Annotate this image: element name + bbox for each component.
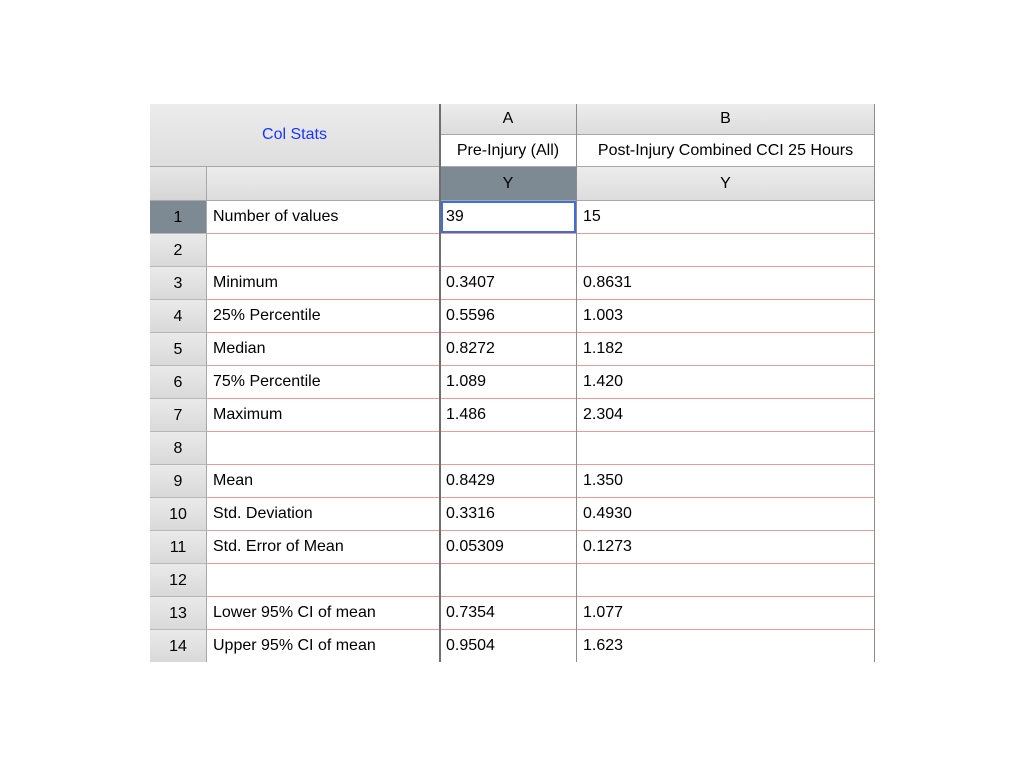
table-right-border: [874, 104, 875, 662]
row-number[interactable]: 2: [150, 234, 207, 267]
subcolumn-header-a[interactable]: Y: [440, 167, 577, 201]
row-number[interactable]: 5: [150, 333, 207, 366]
cell-column-b[interactable]: 1.182: [583, 340, 624, 357]
cell-column-a[interactable]: [446, 564, 571, 596]
row-number[interactable]: 1: [150, 201, 207, 234]
column-divider: [576, 104, 577, 662]
table-title[interactable]: Col Stats: [150, 104, 440, 167]
cell-column-b[interactable]: [583, 432, 868, 464]
cell-column-b[interactable]: 1.420: [583, 373, 624, 390]
cell-column-a[interactable]: 0.3316: [446, 505, 495, 522]
column-header-b[interactable]: B: [577, 104, 875, 135]
row-label-cell[interactable]: Mean: [213, 472, 254, 489]
row-label-cell[interactable]: Lower 95% CI of mean: [213, 604, 376, 621]
cell-column-a[interactable]: [446, 432, 571, 464]
table-row[interactable]: [150, 399, 875, 432]
cell-column-b[interactable]: 1.077: [583, 604, 624, 621]
table-row[interactable]: [150, 366, 875, 399]
table-row[interactable]: [150, 300, 875, 333]
row-number[interactable]: 11: [150, 531, 207, 564]
cell-column-b[interactable]: [583, 234, 868, 266]
row-label-cell[interactable]: [213, 564, 435, 596]
table-row[interactable]: [150, 630, 875, 662]
cell-column-a[interactable]: 1.486: [446, 406, 487, 423]
cell-column-b[interactable]: 0.1273: [583, 538, 632, 555]
table-row[interactable]: [150, 333, 875, 366]
cell-column-a[interactable]: 39: [446, 208, 464, 225]
column-header-a[interactable]: A: [440, 104, 577, 135]
row-number[interactable]: 4: [150, 300, 207, 333]
cell-column-a[interactable]: [446, 234, 571, 266]
cell-column-b[interactable]: 1.003: [583, 307, 624, 324]
cell-column-b[interactable]: 1.623: [583, 637, 624, 654]
subcolumn-header-b[interactable]: Y: [577, 167, 875, 201]
column-title-b[interactable]: Post-Injury Combined CCI 25 Hours: [577, 135, 875, 167]
row-label-cell[interactable]: [213, 234, 435, 266]
row-number[interactable]: 3: [150, 267, 207, 300]
row-label-cell[interactable]: Std. Error of Mean: [213, 538, 344, 555]
row-label-cell[interactable]: Minimum: [213, 274, 278, 291]
cell-column-a[interactable]: 0.3407: [446, 274, 495, 291]
table-row[interactable]: [150, 531, 875, 564]
cell-column-b[interactable]: 2.304: [583, 406, 624, 423]
row-label-cell[interactable]: Median: [213, 340, 266, 357]
row-label-header: [207, 167, 440, 201]
row-number[interactable]: 9: [150, 465, 207, 498]
table-row[interactable]: [150, 564, 875, 597]
cell-column-b[interactable]: 15: [583, 208, 601, 225]
row-number-header: [150, 167, 207, 201]
row-number[interactable]: 12: [150, 564, 207, 597]
column-divider: [439, 104, 441, 662]
cell-column-b[interactable]: 0.8631: [583, 274, 632, 291]
row-label-cell[interactable]: Maximum: [213, 406, 283, 423]
row-number[interactable]: 14: [150, 630, 207, 662]
cell-column-a[interactable]: 0.9504: [446, 637, 495, 654]
cell-column-b[interactable]: 0.4930: [583, 505, 632, 522]
cell-column-b[interactable]: 1.350: [583, 472, 624, 489]
table-row[interactable]: [150, 465, 875, 498]
cell-column-a[interactable]: 1.089: [446, 373, 487, 390]
row-number[interactable]: 6: [150, 366, 207, 399]
row-label-cell[interactable]: [213, 432, 435, 464]
cell-column-a[interactable]: 0.7354: [446, 604, 495, 621]
table-row[interactable]: [150, 498, 875, 531]
row-label-cell[interactable]: 25% Percentile: [213, 307, 321, 324]
table-row[interactable]: [150, 597, 875, 630]
column-title-a[interactable]: Pre-Injury (All): [440, 135, 577, 167]
row-number[interactable]: 10: [150, 498, 207, 531]
table-row[interactable]: [150, 267, 875, 300]
col-stats-table: [150, 104, 875, 662]
table-row[interactable]: [150, 432, 875, 465]
row-number[interactable]: 8: [150, 432, 207, 465]
cell-column-a[interactable]: 0.5596: [446, 307, 495, 324]
table-body: [150, 201, 875, 662]
cell-column-a[interactable]: 0.8429: [446, 472, 495, 489]
cell-column-b[interactable]: [583, 564, 868, 596]
row-label-cell[interactable]: Number of values: [213, 208, 339, 225]
table-row[interactable]: [150, 201, 875, 234]
cell-column-a[interactable]: 0.8272: [446, 340, 495, 357]
row-label-cell[interactable]: Upper 95% CI of mean: [213, 637, 376, 654]
row-label-cell[interactable]: 75% Percentile: [213, 373, 321, 390]
cell-column-a[interactable]: 0.05309: [446, 538, 504, 555]
row-label-cell[interactable]: Std. Deviation: [213, 505, 313, 522]
table-row[interactable]: [150, 234, 875, 267]
row-number[interactable]: 13: [150, 597, 207, 630]
row-number[interactable]: 7: [150, 399, 207, 432]
